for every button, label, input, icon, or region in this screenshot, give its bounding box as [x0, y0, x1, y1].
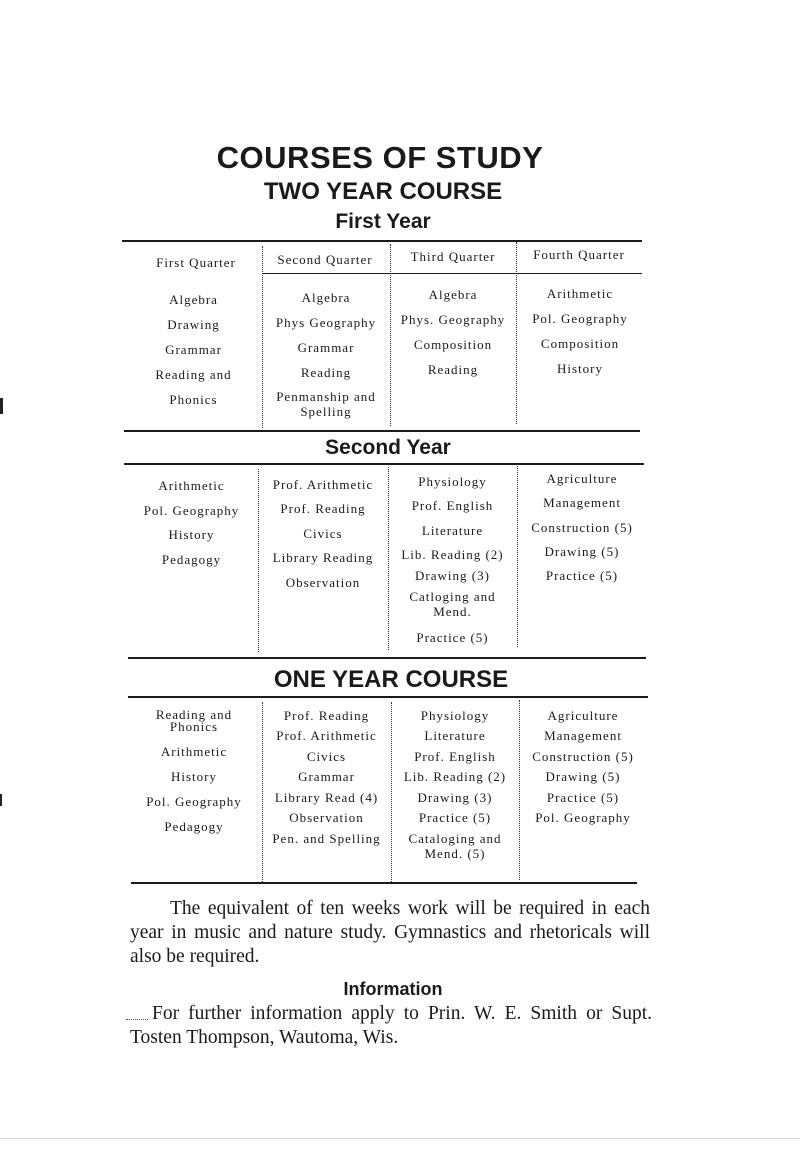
- scan-mark: [0, 794, 2, 806]
- course-item: Pol. Geography: [146, 794, 242, 809]
- course-item: Physiology: [418, 474, 487, 489]
- course-item: Reading and Phonics: [155, 707, 233, 734]
- quarter-header-3: Third Quarter: [410, 249, 496, 264]
- course-item: History: [557, 361, 603, 376]
- second-year-bottom-rule: [128, 657, 646, 659]
- course-item: Drawing (3): [417, 790, 493, 805]
- quarter-header-1: First Quarter: [156, 255, 236, 270]
- course-item: Reading: [300, 365, 352, 380]
- course-item: Drawing: [167, 317, 220, 332]
- course-item: Phonics: [169, 392, 218, 407]
- course-item: Pedagogy: [164, 819, 224, 834]
- course-item: Management: [543, 495, 621, 510]
- course-item: Practice (5): [418, 810, 492, 825]
- one-year-top-rule: [128, 696, 648, 698]
- course-item: Phys. Geography: [400, 312, 506, 327]
- course-item: Arithmetic: [158, 478, 225, 493]
- quarter-header-4: Fourth Quarter: [533, 247, 625, 262]
- course-item: Management: [544, 728, 622, 743]
- course-item: Drawing (5): [544, 544, 620, 559]
- course-item: Arithmetic: [546, 286, 614, 301]
- course-item: Literature: [421, 523, 484, 538]
- course-item: Algebra: [301, 290, 351, 305]
- course-item: Penmanship and Spelling: [276, 389, 376, 419]
- course-item: Reading and: [155, 367, 232, 382]
- course-item: Observation: [285, 575, 361, 590]
- course-item: Lib. Reading (2): [401, 547, 504, 562]
- second-year-heading: Second Year: [325, 436, 451, 459]
- information-heading: Information: [343, 979, 443, 999]
- course-item: Agriculture: [546, 471, 618, 486]
- column-divider: [390, 244, 391, 426]
- first-year-top-rule: [122, 240, 642, 242]
- course-item: History: [171, 769, 217, 784]
- course-item: Prof. English: [411, 498, 494, 513]
- one-year-bottom-rule: [131, 882, 637, 884]
- course-item: Construction (5): [531, 520, 633, 535]
- course-item: Physiology: [420, 708, 490, 723]
- first-year-heading: First Year: [335, 210, 431, 233]
- course-item: Civics: [306, 749, 347, 764]
- course-item: Pol. Geography: [535, 810, 631, 825]
- course-item: Pen. and Spelling: [272, 831, 381, 846]
- quarter-header-2: Second Quarter: [277, 252, 373, 267]
- course-item: Literature: [424, 728, 486, 743]
- course-item: Drawing (3): [415, 568, 490, 583]
- course-item: Library Reading: [272, 550, 374, 565]
- course-item: Library Read (4): [274, 790, 379, 805]
- course-item: Composition: [540, 336, 620, 351]
- course-item: Prof. Reading: [283, 708, 370, 723]
- course-item: Agriculture: [547, 708, 619, 723]
- course-item: Prof. English: [414, 749, 496, 764]
- course-item: History: [168, 527, 215, 542]
- first-year-bottom-rule: [124, 430, 640, 432]
- course-item: Practice (5): [545, 568, 619, 583]
- course-item: Algebra: [169, 292, 218, 307]
- column-divider: [516, 242, 517, 424]
- page-title: COURSES OF STUDY: [216, 140, 544, 175]
- course-item: Catloging and Mend.: [409, 589, 496, 619]
- course-subtitle: TWO YEAR COURSE: [263, 178, 503, 205]
- quarter-header-rule: [262, 273, 642, 274]
- scan-mark: [0, 398, 3, 414]
- course-item: Phys Geography: [275, 315, 377, 330]
- course-item: Pedagogy: [161, 552, 222, 567]
- course-item: Prof. Arithmetic: [272, 477, 374, 492]
- course-item: Composition: [413, 337, 493, 352]
- course-item: Lib. Reading (2): [403, 769, 507, 784]
- course-item: Pol. Geography: [532, 311, 628, 326]
- course-item: Drawing (5): [545, 769, 621, 784]
- course-item: Pol. Geography: [143, 503, 240, 518]
- course-item: Civics: [303, 526, 343, 541]
- course-item: Arithmetic: [160, 744, 228, 759]
- information-text: For further information apply to Prin. W. E. Smith or Supt. Tosten Thompson, Wautoma, Wis.: [130, 1003, 652, 1048]
- course-item: Grammar: [298, 769, 355, 784]
- course-item: Grammar: [165, 342, 222, 357]
- requirements-note: The equivalent of ten weeks work will be required in each year in music and nature study. Gymnastics and rhetoricals will also be required.: [130, 898, 650, 967]
- course-item: Practice (5): [416, 630, 489, 645]
- course-item: Reading: [427, 362, 479, 377]
- course-item: Construction (5): [532, 749, 634, 764]
- course-item: Practice (5): [546, 790, 620, 805]
- course-item: Prof. Arithmetic: [276, 728, 377, 743]
- second-year-top-rule: [124, 463, 644, 465]
- course-item: Cataloging and Mend. (5): [408, 831, 502, 861]
- one-year-heading: ONE YEAR COURSE: [273, 666, 509, 693]
- course-item: Algebra: [428, 287, 478, 302]
- page-fold-line: [0, 1138, 800, 1139]
- course-item: Grammar: [297, 340, 355, 355]
- course-item: Observation: [289, 810, 364, 825]
- course-item: Prof. Reading: [280, 501, 366, 516]
